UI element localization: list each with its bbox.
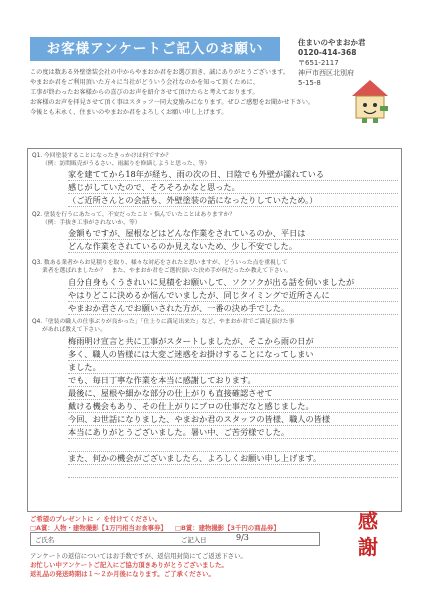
answer-rule [68,288,398,289]
name-label: ご氏名 [35,536,55,544]
company-address2: 5-15-8 [298,79,321,87]
intro-line: この度は数ある外壁塗装会社の中からやまおか君をお選び頂き、誠にありがとうございます。 [30,69,290,76]
name-date-box [30,532,320,546]
answer-rule [68,360,398,361]
gift-option-a[interactable]: □A賞：人物・建物撮影【1万円相当お食事券】 [30,524,167,532]
answer-rule [68,451,398,452]
answer-rule [68,314,398,315]
answer-rule [68,438,398,439]
answer-4: 梅雨明け宣言と共に工事がスタートしましたが、そこから雨の日が 多く、職人の皆様には大変ご迷惑をお掛けすることになってしまい ました。 でも、毎日丁寧な作業を本当に感謝しております。 最後に、屋根や細かな部分の仕上がりも直接確認させて 戴ける機会もあり、その仕上がりにプロの仕事だなと感じました。 今回、お世話になりました、やまおか君のスタッフの皆様、職人の皆様 本当にありがとうございました。暑い中、ご苦労様でした。 また、何かの機会がございましたら、よろしくお願い申し上げます。 [68,336,331,463]
answer-rule [68,252,398,253]
company-name: 住まいのやまおか君 [298,38,366,47]
footer-line: アンケートの返信についてはお手数ですが、返信用封筒にてご返送下さい。 [30,552,247,560]
answer-rule [68,373,398,374]
company-postal: 〒651-2117 [298,59,339,67]
intro-line: お客様のお声を拝見させて頂く事はスタッフ一同大変励みになります。ぜひご感想をお聞かせ下さい。 [30,99,315,106]
answer-2: 金額もですが、屋根などはどんな作業をされているのか、平日は どんな作業をされているのか見えないため、少し不安でした。 [68,228,306,251]
answer-rule [68,180,398,181]
gift-heading: ご希望のプレゼントに ✓ を付けてください。 [30,515,161,523]
answer-rule [68,477,398,478]
footer-line: 返礼品の発送時期は１～２か月後になります。ご了承ください。 [30,570,215,578]
page-title: お客様アンケートご記入のお願い [46,41,264,57]
question-4: Q4.「塗装の職人の仕事ぶりが良かった」「仕上りに満足出来た」など、やまおか君でご満足頂けた事 があれば教えて下さい。 [32,319,295,333]
answer-1: 家を建ててから18年が経ち、雨の次の日、日陰でも外壁が濡れている 感じがしていたので、そろそろかなと思った。 （ご近所さんとの会話も、外壁塗装の話になったりしていたため。） [68,169,325,205]
company-address: 神戸市西区北別府 [298,69,354,77]
intro-text [30,68,330,118]
answer-rule [68,347,398,348]
date-label: ご記入日 [181,536,207,544]
answer-rule [68,193,398,194]
answer-3: 自分自身もくうきれいに見積をお願いして、ソクソクが出る話を伺いましたが やはりどこに決めるか悩んでいましたが、同じタイミングで近所さんに やまおか君さんでお願いされた方が、一番の決め手でした。 [68,277,355,313]
answer-rule [68,464,398,465]
answer-rule [68,301,398,302]
gift-selection [30,515,330,533]
thanks-stamp: 感 謝 [358,509,378,559]
answer-rule [68,425,398,426]
answer-rule [68,412,398,413]
question-2: Q2. 塗装を行うにあたって、不安だったこと・悩んでいたことはありますか？ （例：手抜き工事がされないか、等） [32,212,236,226]
company-tel: 0120-414-368 [298,48,357,57]
title-banner [30,37,280,61]
answer-form [27,148,402,512]
house-mascot-icon [350,78,390,124]
intro-line: 今後とも末永く、住まいのやまおか君をよろしくお願い申し上げます。 [30,109,228,116]
gift-option-b[interactable]: □B賞：建物撮影【3千円の商品券】 [174,524,280,532]
answer-rule [68,206,398,207]
date-value: 9/3 [236,533,249,542]
intro-line: 工事が終わったお客様からの喜びのお声を紹介させて頂けたらと考えております。 [30,89,259,96]
question-1: Q1. 今回塗装することになったきっかけは何ですか？ （例：訪問販売がうるさい、雨漏りを修繕しようと思った、等） [32,153,211,167]
answer-rule [68,239,398,240]
answer-rule [68,386,398,387]
question-3: Q3. 数ある業者からお見積りを取り、様々な対応をされたと思いますが、どういった点を重視して 業者を選ばれましたか？ また、やまおか君をご選択頂いた決め手が何だったか教えて下さい。 [32,260,292,274]
footer-notes [30,552,330,579]
intro-line: やまおか君をご利用頂いた方々に当社がどういう会社なのかを知って頂くために、 [30,79,259,86]
footer-line: お忙しい中アンケートご記入にご協力頂きありがとうございました。 [30,561,228,569]
answer-rule [68,399,398,400]
